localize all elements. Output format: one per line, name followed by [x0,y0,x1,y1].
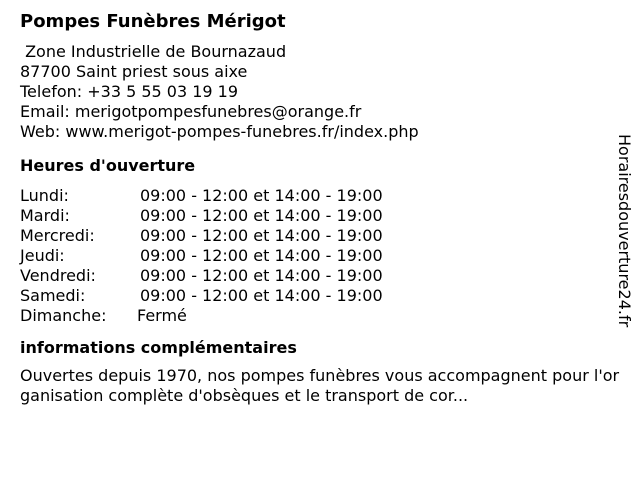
email-line: Email: merigotpompesfunebres@orange.fr [20,102,362,121]
hours-row-lundi [20,186,610,206]
hours-row-mardi [20,206,610,226]
info-title: informations complémentaires [20,338,297,357]
hours-time: 09:00 - 12:00 et 14:00 - 19:00 [140,186,383,205]
hours-row-vendredi [20,266,610,286]
hours-day: Dimanche: [20,306,107,325]
brand-watermark: Horairesdouverture24.fr [615,134,634,328]
address-line-2: 87700 Saint priest sous aixe [20,62,248,81]
hours-table [20,186,610,326]
hours-time: 09:00 - 12:00 et 14:00 - 19:00 [140,246,383,265]
hours-title: Heures d'ouverture [20,156,196,175]
hours-row-samedi [20,286,610,306]
hours-day: Lundi: [20,186,69,205]
business-name: Pompes Funèbres Mérigot [20,11,286,32]
info-text: Ouvertes depuis 1970, nos pompes funèbres vous accompagnent pour l'organisation complète d'obsèques et le transport de cor... [20,366,620,405]
hours-time: 09:00 - 12:00 et 14:00 - 19:00 [140,206,383,225]
web-line: Web: www.merigot-pompes-funebres.fr/index.php [20,122,419,141]
hours-day: Mardi: [20,206,70,225]
hours-time: Fermé [137,306,187,325]
hours-time: 09:00 - 12:00 et 14:00 - 19:00 [140,286,383,305]
hours-row-jeudi [20,246,610,266]
hours-day: Mercredi: [20,226,95,245]
hours-time: 09:00 - 12:00 et 14:00 - 19:00 [140,266,383,285]
hours-day: Samedi: [20,286,86,305]
hours-row-mercredi [20,226,610,246]
address-line-1: Zone Industrielle de Bournazaud [20,42,287,61]
hours-day: Vendredi: [20,266,96,285]
business-card [20,10,620,406]
hours-day: Jeudi: [20,246,65,265]
phone-line: Telefon: +33 5 55 03 19 19 [20,82,239,101]
hours-time: 09:00 - 12:00 et 14:00 - 19:00 [140,226,383,245]
hours-row-dimanche [20,306,610,326]
